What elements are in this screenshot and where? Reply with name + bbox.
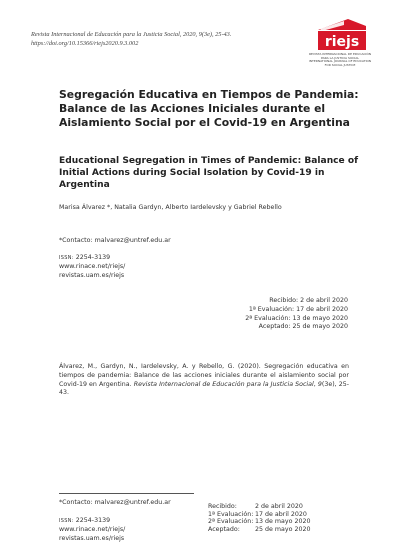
dates-block bbox=[245, 297, 348, 332]
contact-email[interactable]: *Contacto: malvarez@untref.edu.ar bbox=[59, 237, 171, 244]
logo-caption-1: REVISTA INTERNACIONAL DE EDUCACIÓN bbox=[308, 52, 372, 56]
citation-journal: Revista Internacional de Educación para la Justicia Social bbox=[133, 380, 314, 388]
doi-link[interactable]: https://doi.org/10.15366/riejs2020.9.3.002 bbox=[31, 40, 139, 47]
footer-date-label: Recibido: bbox=[208, 503, 237, 510]
footer-issn-value: 2254-3139 bbox=[75, 517, 111, 524]
footer-divider bbox=[59, 493, 194, 494]
citation-rest: (3e), 25-43. bbox=[59, 380, 349, 397]
journal-url-1[interactable]: www.rinace.net/riejs/ bbox=[59, 262, 126, 270]
logo-caption-2: PARA LA JUSTICIA SOCIAL bbox=[320, 55, 360, 60]
footer-date-label: Aceptado: bbox=[208, 526, 240, 534]
date-eval-2: 2ª Evaluación: 13 de mayo 2020 bbox=[245, 314, 348, 322]
riejs-logo-mark bbox=[308, 16, 372, 52]
journal-header bbox=[31, 30, 286, 48]
footer-date-value: 13 de mayo 2020 bbox=[255, 518, 311, 526]
date-received: Recibido: 2 de abril 2020 bbox=[269, 297, 348, 304]
issn-value: 2254-3139 bbox=[75, 254, 111, 261]
footer-contact-email[interactable]: *Contacto: malvarez@untref.edu.ar bbox=[59, 499, 171, 506]
footer-journal-url-1[interactable]: www.rinace.net/riejs/ bbox=[59, 525, 126, 533]
footer-journal-url-2[interactable]: revistas.uam.es/riejs bbox=[59, 534, 125, 542]
journal-url-2[interactable]: revistas.uam.es/riejs bbox=[59, 271, 125, 279]
riejs-logo bbox=[308, 16, 372, 66]
footer-date-row bbox=[208, 526, 311, 534]
date-accepted: Aceptado: 25 de mayo 2020 bbox=[258, 323, 348, 331]
issn-block bbox=[59, 254, 125, 280]
footer-date-row bbox=[208, 518, 311, 526]
footer-date-label: 2ª Evaluación: bbox=[208, 518, 254, 526]
citation-paragraph bbox=[59, 363, 349, 398]
title-english: Educational Segregation in Times of Pandemic: Balance of Initial Actions during Social Isolation by Covid-19 in Argentina bbox=[59, 156, 359, 190]
citation-text: Álvarez, M., Gardyn, N., Iardelevsky, A. y Rebello, G. (2020). Segregación educativa en tiempos de pandemia: Balance de las acciones iniciales durante el aislamiento social por Covid-19 en Argentina. bbox=[59, 363, 349, 388]
authors-line: Marisa Álvarez *, Natalia Gardyn, Alberto Iardelevsky y Gabriel Rebello bbox=[59, 204, 282, 211]
logo-wordmark: riejs bbox=[324, 34, 360, 50]
footer-date-value: 17 de abril 2020 bbox=[255, 510, 307, 518]
journal-citation-line: Revista Internacional de Educación para la Justicia Social, 2020, 9(3e), 25-43. bbox=[31, 31, 232, 38]
issn-label: ISSN: bbox=[59, 255, 74, 261]
citation-volume: 9 bbox=[317, 380, 322, 388]
logo-caption-3: INTERNATIONAL JOURNAL OF EDUCATION FOR SOCIAL JUSTICE bbox=[308, 59, 372, 67]
footer-date-value: 2 de abril 2020 bbox=[255, 503, 303, 510]
citation-sep: , bbox=[313, 380, 318, 388]
footer-issn-label: ISSN: bbox=[59, 518, 74, 524]
footer-date-value: 25 de mayo 2020 bbox=[255, 526, 311, 534]
footer-issn-block bbox=[59, 517, 125, 543]
footer-dates-table bbox=[208, 503, 338, 534]
title-spanish: Segregación Educativa en Tiempos de Pandemia: Balance de las Acciones Iniciales durante el Aislamiento Social por el Covid-19 en Argentina bbox=[59, 88, 359, 129]
footer-date-row bbox=[208, 503, 311, 511]
date-eval-1: 1ª Evaluación: 17 de abril 2020 bbox=[248, 305, 348, 313]
footer-date-label: 1ª Evaluación: bbox=[208, 510, 254, 518]
